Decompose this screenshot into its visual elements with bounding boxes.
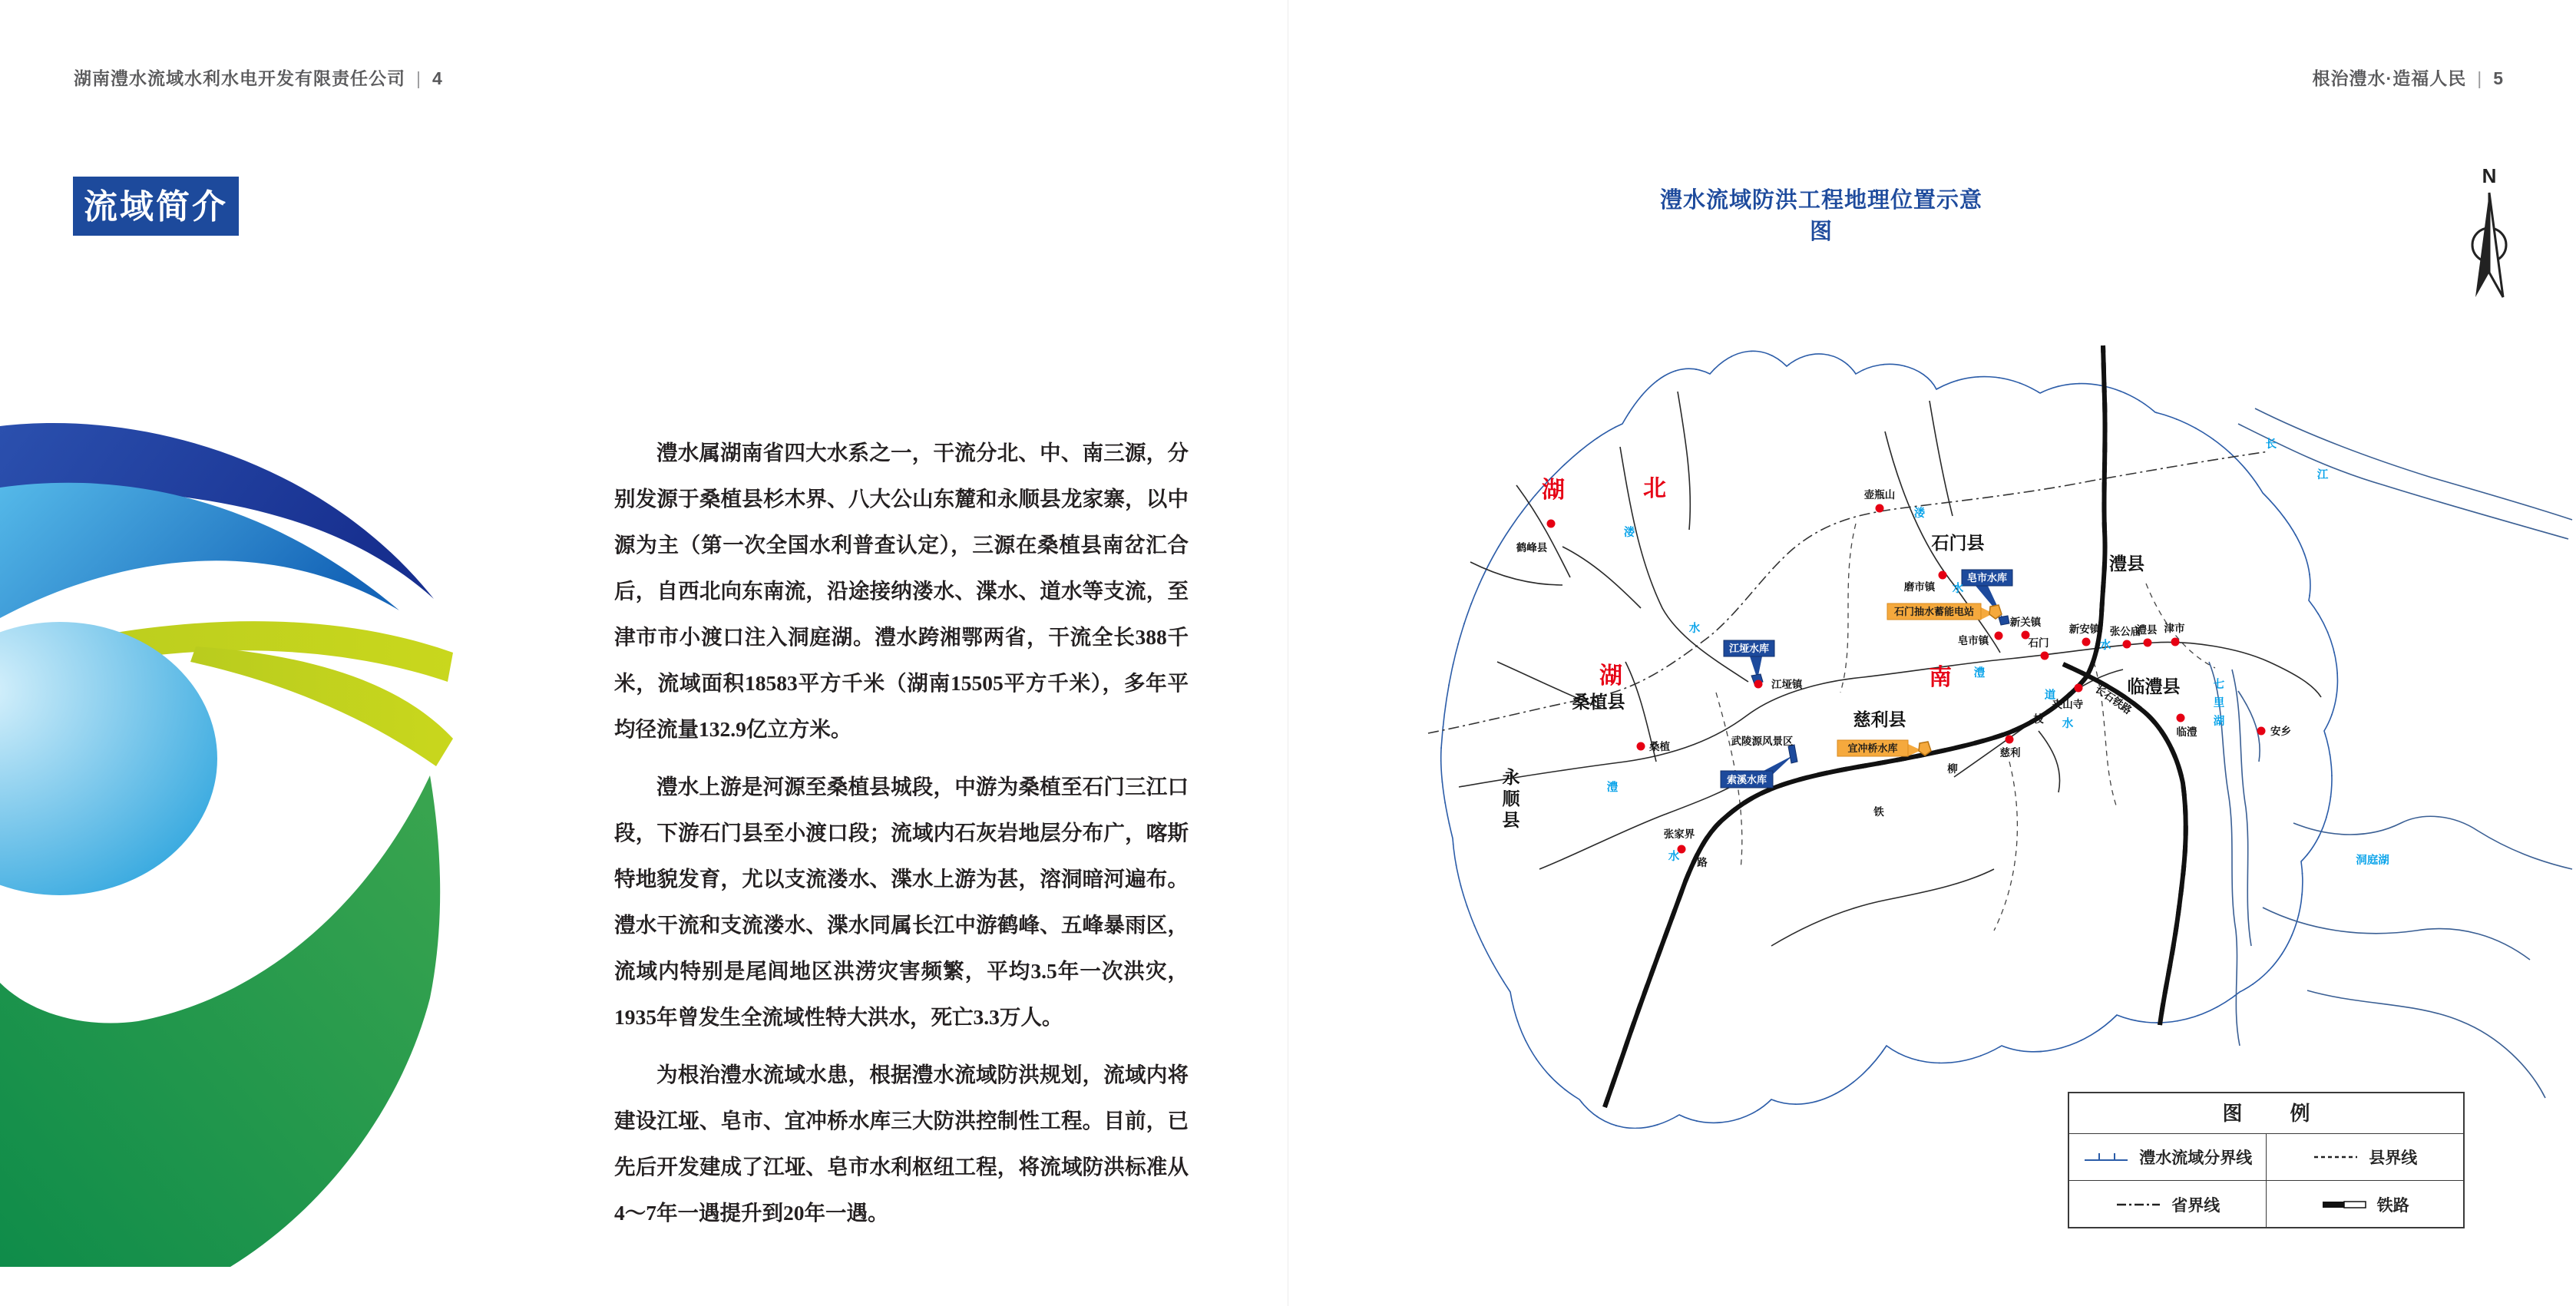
legend-title: 图 例 — [2069, 1093, 2463, 1134]
town-dot — [2144, 639, 2152, 647]
town-dot — [1939, 571, 1947, 580]
town-dot — [1995, 632, 2003, 640]
town-dot — [2075, 684, 2083, 693]
town-dot — [1547, 520, 1556, 528]
svg-text:石门抽水蓄能电站: 石门抽水蓄能电站 — [1893, 606, 1975, 617]
page-number-right: 5 — [2493, 68, 2504, 88]
compass-north-label: N — [2482, 164, 2497, 187]
map-label-prov: 北 — [1643, 476, 1666, 501]
header-right — [2313, 64, 2504, 90]
svg-text:江垭水库: 江垭水库 — [1728, 643, 1770, 654]
map-labels — [1503, 437, 2390, 868]
map-label-rlab: 柳 — [1947, 763, 1958, 775]
header-separator: | — [2477, 68, 2483, 88]
town-dot — [2082, 638, 2091, 646]
map-label-town: 慈利 — [1999, 747, 2021, 759]
map-label-riv: 澧 — [1606, 782, 1619, 794]
map-label-county: 桑植县 — [1572, 692, 1625, 712]
map-label-town: 津市 — [2164, 623, 2185, 634]
svg-text:宜冲桥水库: 宜冲桥水库 — [1847, 742, 1898, 754]
town-dot — [1637, 742, 1645, 751]
map-label-prov: 南 — [1929, 665, 1952, 690]
map-label-riv: 水 — [1688, 623, 1701, 635]
map-label-county: 永 — [1502, 767, 1520, 787]
map-label-county: 顺 — [1502, 789, 1520, 808]
town-dot — [2041, 652, 2049, 660]
slogan: 根治澧水·造福人民 — [2312, 68, 2467, 88]
rivers — [1459, 392, 2321, 946]
map-label-riv: 江 — [2316, 469, 2329, 481]
map-label-county: 石门县 — [1931, 533, 1985, 553]
map-label-riv: 水 — [1952, 583, 1964, 595]
map-label-riv: 水 — [2062, 718, 2074, 730]
paragraph-3: 为根治澧水流域水患，根据澧水流域防洪规划，流域内将建设江垭、皂市、宜冲桥水库三大防洪控制性工程。目前，已先后开发建成了江垭、皂市水利枢纽工程，将流域防洪标准从4～7年一遇提升到20年一遇。 — [614, 1063, 1189, 1225]
basin-map — [1424, 330, 2576, 1129]
map-label-riv: 溇 — [1623, 527, 1635, 539]
dam-icon-zaoshi — [1999, 616, 2009, 625]
map-label-town: 石门 — [2028, 637, 2049, 649]
compass — [2466, 164, 2512, 310]
map-label-riv: 湖 — [2213, 716, 2225, 728]
legend-label: 铁路 — [2376, 1196, 2409, 1215]
map-label-rlab: 枝 — [2033, 713, 2044, 725]
section-title: 流域简介 — [73, 177, 239, 236]
map-label-riv: 水 — [1668, 851, 1680, 863]
legend-item-railway — [2267, 1181, 2464, 1228]
town-dot — [2257, 727, 2266, 736]
map-legend — [2068, 1092, 2465, 1228]
map-title: 澧水流域防洪工程地理位置示意图 — [1659, 188, 1982, 244]
map-label-riv: 里 — [2213, 697, 2225, 709]
county-boundary-line-icon — [2312, 1149, 2359, 1165]
map-label-town: 鹤峰县 — [1516, 542, 1548, 554]
map-label-riv: 七 — [2213, 679, 2225, 691]
map-label-town: 武陵源风景区 — [1731, 736, 1794, 747]
dam-icon-suoxi — [1788, 745, 1797, 763]
map-label-prov: 湖 — [1542, 478, 1565, 503]
map-label-riv: 澧 — [1973, 667, 1986, 679]
callout-jiangya-reservoir — [1724, 640, 1774, 684]
paragraph-1: 澧水属湖南省四大水系之一，干流分北、中、南三源，分别发源于桑植县杉木界、八大公山东麓和永顺县龙家寨，以中源为主（第一次全国水利普查认定），三源在桑植县南岔汇合后，自西北向东南流，沿途接纳溇水、渫水、道水等支流，至津市市小渡口注入洞庭湖。澧水跨湘鄂两省，干流全长388千米，流域面积18583平方千米（湖南15505平方千米），多年平均径流量132.9亿立方米。 — [614, 441, 1189, 741]
map-label-town: 澧县 — [2136, 624, 2158, 636]
compass-arrow-icon — [2466, 190, 2512, 305]
map-label-rlab: 铁 — [1873, 806, 1884, 818]
map-label-rlab: 路 — [1697, 857, 1708, 868]
legend-item-basin-boundary — [2069, 1134, 2267, 1181]
company-logo — [0, 415, 507, 1267]
town-dot — [2006, 736, 2014, 744]
map-label-town: 桑植 — [1649, 741, 1670, 752]
town-dot — [2123, 640, 2131, 649]
map-label-county: 慈利县 — [1853, 709, 1906, 729]
map-label-riv: 道 — [2044, 689, 2056, 702]
map-label-prov: 湖 — [1599, 663, 1622, 689]
basin-boundary — [1441, 351, 2338, 1128]
map-label-rlab: 长石铁路 — [2093, 683, 2134, 716]
svg-text:索溪水库: 索溪水库 — [1726, 774, 1767, 785]
map-label-riv: 水 — [2099, 640, 2111, 652]
body-text — [614, 430, 1189, 1248]
town-dot — [1754, 680, 1763, 689]
map-label-town: 夹山寺 — [2052, 699, 2084, 710]
callout-shimen-pumped-storage — [1887, 603, 2002, 620]
legend-grid — [2069, 1134, 2463, 1228]
svg-text:皂市水库: 皂市水库 — [1966, 572, 2008, 584]
map-label-town: 临澧 — [2176, 726, 2197, 738]
town-dot — [2171, 638, 2180, 646]
map-label-county: 澧县 — [2109, 554, 2144, 574]
map-label-riv: 洞庭湖 — [2356, 855, 2389, 867]
map-label-riv: 长 — [2265, 438, 2277, 451]
legend-item-province-line — [2069, 1181, 2267, 1228]
province-boundary-line-icon — [2115, 1197, 2162, 1212]
map-label-town: 安乡 — [2270, 726, 2291, 737]
map-label-town: 张家界 — [1663, 828, 1695, 840]
town-dot — [2177, 714, 2185, 722]
map-label-town: 磨市镇 — [1903, 581, 1936, 593]
town-dot — [1876, 504, 1884, 513]
legend-label: 省界线 — [2171, 1196, 2221, 1215]
map-label-town: 新安镇 — [2068, 623, 2101, 635]
map-label-town: 皂市镇 — [1957, 635, 1989, 646]
map-label-town: 江垭镇 — [1771, 679, 1803, 690]
company-name: 湖南澧水流域水利水电开发有限责任公司 — [74, 68, 405, 88]
header-left — [74, 64, 443, 90]
map-label-county: 临澧县 — [2127, 676, 2181, 696]
paragraph-2: 澧水上游是河源至桑植县城段，中游为桑植至石门三江口段，下游石门县至小渡口段；流域内石灰岩地层分布广，喀斯特地貌发育，尤以支流溇水、渫水上游为甚，溶洞暗河遍布。澧水干流和支流溇水、渫水同属长江中游鹤峰、五峰暴雨区，流域内特别是尾闾地区洪涝灾害频繁，平均3.5年一次洪灾，1935年曾发生全流域性特大洪水，死亡3.3万人。 — [614, 775, 1189, 1029]
page-number-left: 4 — [432, 68, 443, 88]
map-label-riv: 溇 — [1913, 508, 1926, 520]
map-label-county: 县 — [1502, 810, 1520, 830]
map-label-town: 新关镇 — [2009, 617, 2042, 628]
map-label-town: 壶瓶山 — [1863, 489, 1896, 501]
header-separator: | — [416, 68, 422, 88]
water-channels — [2209, 408, 2572, 1098]
basin-boundary-line-icon — [2082, 1149, 2130, 1165]
railway-line-icon — [2320, 1197, 2368, 1212]
legend-item-county-line — [2267, 1134, 2464, 1181]
legend-label: 县界线 — [2369, 1149, 2418, 1167]
railway-shichang — [2063, 664, 2186, 1025]
map-label-town: 张公庙 — [2109, 626, 2141, 637]
legend-label: 澧水流域分界线 — [2139, 1149, 2253, 1167]
